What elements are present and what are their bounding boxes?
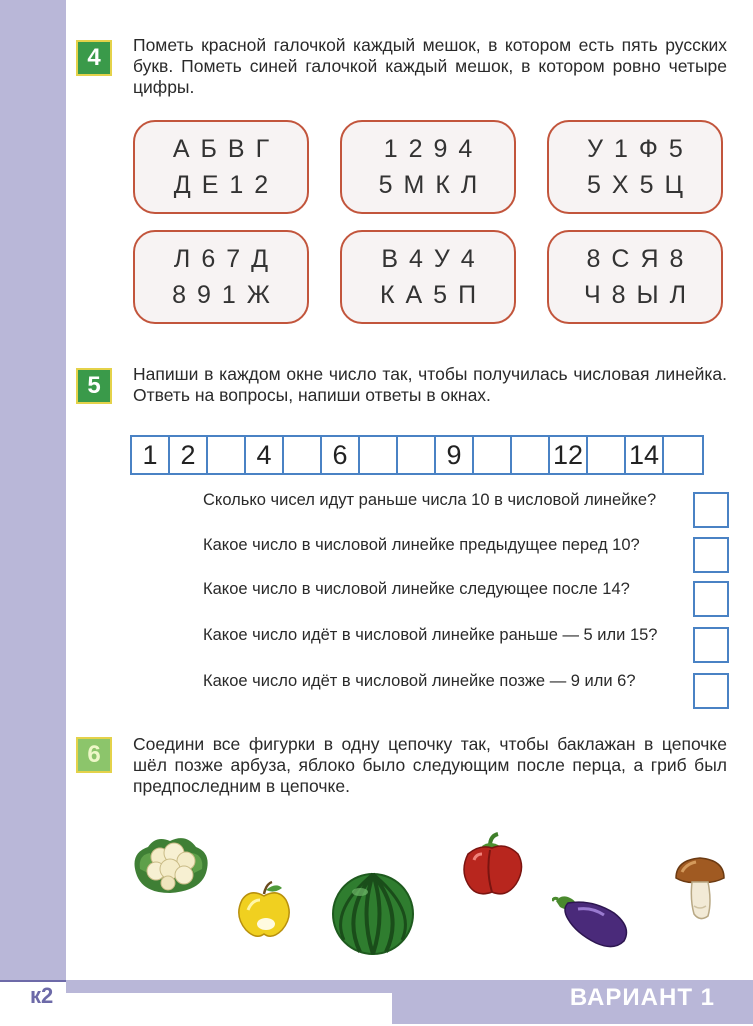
bag-line: У1Ф5 xyxy=(587,135,694,163)
number-line-cell[interactable]: 6 xyxy=(322,437,360,473)
page-code: к2 xyxy=(30,983,54,1008)
task-5-text: Напиши в каждом окне число так, чтобы получилась числовая линейка. Ответь на вопросы, напиши ответы в окнах. xyxy=(133,364,727,405)
bag-1[interactable] xyxy=(133,120,309,214)
number-line-cell[interactable] xyxy=(512,437,550,473)
bag-6[interactable] xyxy=(547,230,723,324)
number-line-cell[interactable]: 12 xyxy=(550,437,588,473)
number-line xyxy=(130,435,704,475)
answer-box[interactable] xyxy=(693,627,729,663)
question-row xyxy=(203,626,729,666)
task-4-badge: 4 xyxy=(76,40,112,76)
question-text: Сколько чисел идут раньше числа 10 в числовой линейке? xyxy=(203,491,657,509)
bag-line: АБВГ xyxy=(172,135,281,163)
bag-4[interactable] xyxy=(133,230,309,324)
number-line-cell[interactable]: 4 xyxy=(246,437,284,473)
number-line-cell[interactable] xyxy=(360,437,398,473)
number-line-cell[interactable] xyxy=(474,437,512,473)
bag-line: 1294 xyxy=(383,135,484,163)
bag-line: 8СЯ8 xyxy=(586,245,695,273)
number-line-cell[interactable] xyxy=(208,437,246,473)
task-6-badge: 6 xyxy=(76,737,112,773)
bag-line: ДЕ12 xyxy=(173,171,280,199)
bag-line: 5МКЛ xyxy=(378,171,489,199)
answer-box[interactable] xyxy=(693,581,729,617)
number-line-cell[interactable]: 1 xyxy=(132,437,170,473)
mushroom-icon[interactable] xyxy=(672,856,728,922)
task-4-text: Пометь красной галочкой каждый мешок, в котором есть пять русских букв. Пометь синей галочкой каждый мешок, в котором ровно четыре цифры. xyxy=(133,35,727,97)
question-text: Какое число в числовой линейке следующее после 14? xyxy=(203,580,630,598)
number-line-cell[interactable] xyxy=(284,437,322,473)
bag-line: 5Х5Ц xyxy=(587,171,694,199)
task-6-text: Соедини все фигурки в одну цепочку так, чтобы баклажан в цепочке шёл позже арбуза, яблоко было следующим после перца, а гриб был предпоследним в цепочке. xyxy=(133,734,727,796)
question-text: Какое число идёт в числовой линейке позже — 9 или 6? xyxy=(203,672,636,690)
number-line-cell[interactable] xyxy=(664,437,702,473)
question-text: Какое число идёт в числовой линейке раньше — 5 или 15? xyxy=(203,626,658,644)
footer-white-strip xyxy=(66,993,392,1024)
question-row xyxy=(203,672,729,712)
pepper-icon[interactable] xyxy=(460,832,526,898)
bag-line: Л67Д xyxy=(173,245,280,273)
left-sidebar-band xyxy=(0,0,66,1024)
question-row xyxy=(203,536,729,576)
number-line-cell[interactable] xyxy=(398,437,436,473)
task-5-badge: 5 xyxy=(76,368,112,404)
number-line-cell[interactable]: 9 xyxy=(436,437,474,473)
bag-line: Ч8ЫЛ xyxy=(583,281,698,309)
bag-2[interactable] xyxy=(340,120,516,214)
cauliflower-icon[interactable] xyxy=(130,833,212,897)
answer-box[interactable] xyxy=(693,492,729,528)
question-text: Какое число в числовой линейке предыдущее перед 10? xyxy=(203,536,640,554)
watermelon-icon[interactable] xyxy=(330,870,416,956)
number-line-cell[interactable] xyxy=(588,437,626,473)
bag-5[interactable] xyxy=(340,230,516,324)
question-row xyxy=(203,491,729,531)
answer-box[interactable] xyxy=(693,537,729,573)
number-line-cell[interactable]: 2 xyxy=(170,437,208,473)
question-row xyxy=(203,580,729,620)
eggplant-icon[interactable] xyxy=(552,893,632,949)
number-line-cell[interactable]: 14 xyxy=(626,437,664,473)
bag-line: В4У4 xyxy=(381,245,486,273)
bag-line: КА5П xyxy=(379,281,488,309)
apple-icon[interactable] xyxy=(236,880,292,940)
variant-label: ВАРИАНТ 1 xyxy=(569,984,715,1011)
bag-line: 891Ж xyxy=(172,281,281,309)
answer-box[interactable] xyxy=(693,673,729,709)
bag-3[interactable] xyxy=(547,120,723,214)
